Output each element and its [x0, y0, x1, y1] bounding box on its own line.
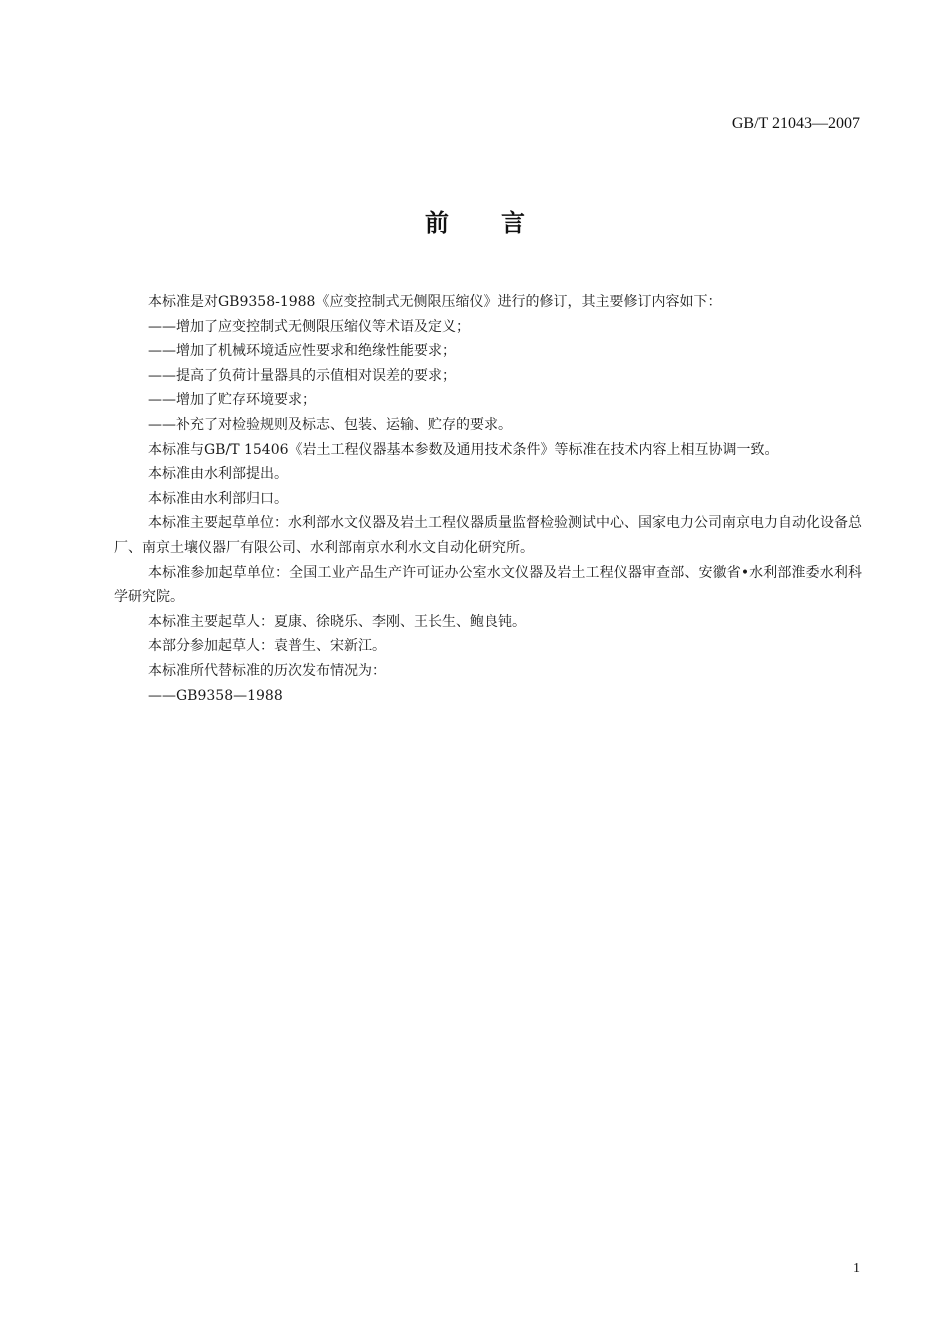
list-item: ——补充了对检验规则及标志、包装、运输、贮存的要求。 — [148, 416, 512, 433]
standard-code: GB/T 21043—2007 — [731, 115, 860, 132]
paragraph-participating-authors: 本部分参加起草人：袁普生、宋新江。 — [148, 638, 386, 655]
title-char-1: 前 — [425, 209, 449, 237]
list-item: ——增加了应变控制式无侧限压缩仪等术语及定义； — [148, 318, 470, 335]
paragraph-history-intro: 本标准所代替标准的历次发布情况为： — [148, 662, 386, 679]
foreword-body — [114, 290, 862, 708]
page-title — [0, 203, 950, 238]
list-item: ——增加了机械环境适应性要求和绝缘性能要求； — [148, 343, 456, 360]
paragraph-participating-drafters: 本标准参加起草单位：全国工业产品生产许可证办公室水文仪器及岩土工程仪器审查部、安徽省•水利部淮委水利科学研究院。 — [114, 564, 862, 606]
paragraph-intro: 本标准是对GB9358-1988《应变控制式无侧限压缩仪》进行的修订，其主要修订内容如下： — [148, 294, 722, 310]
paragraph-coordination: 本标准与GB/T 15406《岩土工程仪器基本参数及通用技术条件》等标准在技术内容上相互协调一致。 — [148, 441, 779, 458]
page-number: 1 — [853, 1261, 860, 1276]
title-char-2: 言 — [501, 209, 525, 237]
paragraph-main-drafters: 本标准主要起草单位：水利部水文仪器及岩土工程仪器质量监督检验测试中心、国家电力公司南京电力自动化设备总厂、南京土壤仪器厂有限公司、水利部南京水利水文自动化研究所。 — [114, 515, 862, 556]
list-item: ——GB9358—1988 — [148, 687, 283, 704]
paragraph-proposer: 本标准由水利部提出。 — [148, 466, 288, 483]
paragraph-main-authors: 本标准主要起草人：夏康、徐晓乐、李刚、王长生、鲍良钝。 — [148, 613, 526, 630]
list-item: ——提高了负荷计量器具的示值相对误差的要求； — [148, 367, 456, 384]
list-item: ——增加了贮存环境要求； — [148, 392, 316, 409]
paragraph-administrator: 本标准由水利部归口。 — [148, 490, 288, 507]
